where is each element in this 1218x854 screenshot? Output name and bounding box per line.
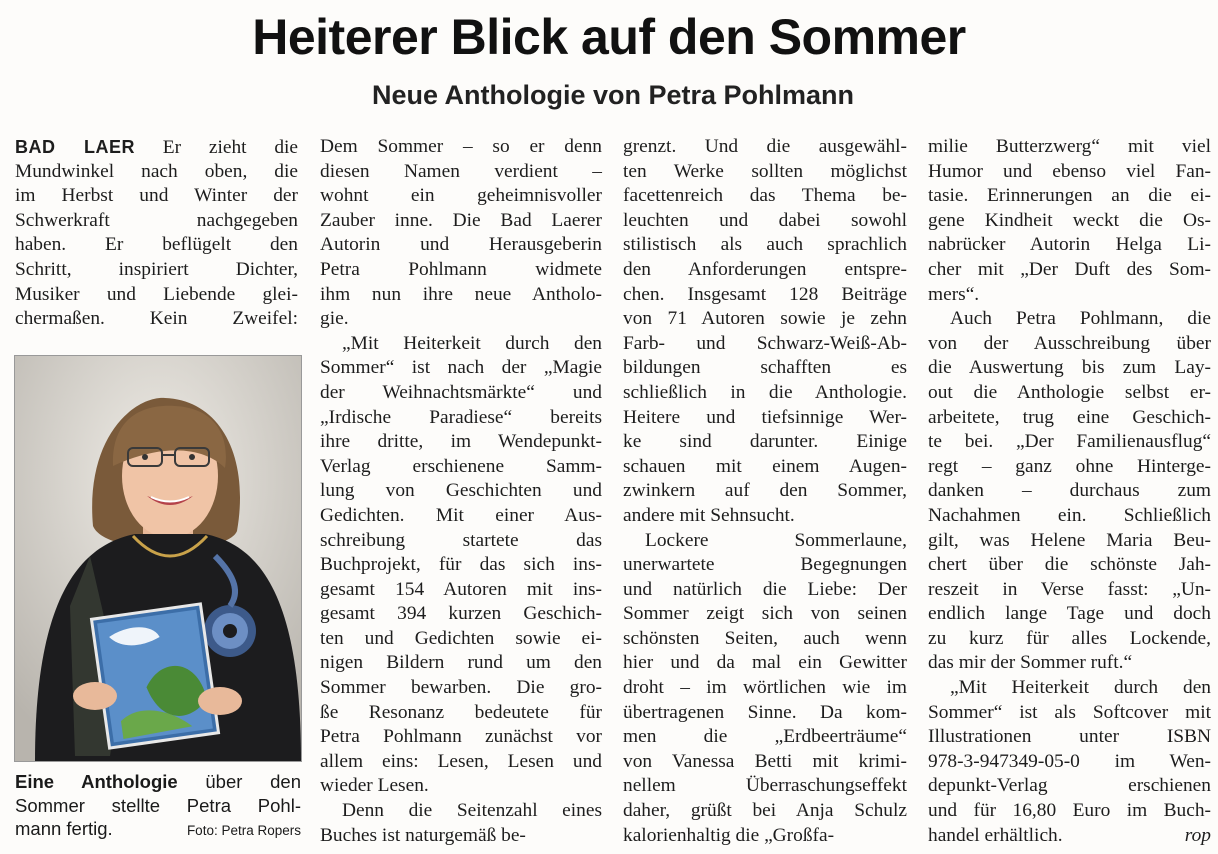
photo-caption — [15, 770, 301, 843]
column-line: Verlag erschienene Samm- — [320, 455, 602, 477]
column-line: gie. — [320, 308, 349, 330]
column-line: stilistisch als auch sprachlich — [623, 234, 907, 256]
column-line: lung von Geschichten und — [320, 480, 602, 502]
column-line: te bei. „Der Familienausflug“ — [928, 431, 1211, 453]
column-line: ten und Gedichten sowie ei- — [320, 627, 602, 649]
column-line: andere mit Sehnsucht. — [623, 504, 795, 526]
book-illustration — [91, 604, 218, 748]
column-line: 978-3-947349-05-0 im Wen- — [928, 750, 1211, 772]
column-line: schauen mit einem Augen- — [623, 455, 907, 477]
column-line: kalorienhaltig die „Großfa- — [623, 824, 835, 846]
column-line: ße Resonanz bedeutete für — [320, 701, 602, 723]
column-line: Musiker und Liebende glei- — [15, 283, 298, 305]
caption-line: mann fertig. Foto: Petra Ropers — [15, 817, 301, 841]
column-line: Buchprojekt, für das sich ins- — [320, 554, 602, 576]
column-line: Schritt, inspiriert Dichter, — [15, 258, 298, 280]
column-line: Schwerkraft nachgegeben — [15, 209, 298, 231]
column-line: chen. Insgesamt 128 Beiträge — [623, 283, 907, 305]
text-column-3 — [623, 135, 907, 848]
column-line: übertragenen Sinne. Da kom- — [623, 701, 907, 723]
column-line: reszeit in Verse fasst: „Un- — [928, 578, 1211, 600]
column-line: wieder Lesen. — [320, 775, 429, 797]
column-line: die Auswertung bis zum Lay- — [928, 357, 1211, 379]
column-line: out die Anthologie selbst er- — [928, 381, 1211, 403]
column-line: gesamt 394 kurzen Geschich- — [320, 603, 602, 625]
column-line: nabrücker Autorin Helga Li- — [928, 234, 1211, 256]
column-line: allem eins: Lesen, Lesen und — [320, 750, 602, 772]
author-photo-illustration — [15, 356, 301, 761]
column-line: und natürlich die Liebe: Der — [623, 578, 907, 600]
column-line: „Mit Heiterkeit durch den — [950, 677, 1211, 699]
column-line: der Weihnachtsmärkte“ und — [320, 381, 602, 403]
column-line: unerwartete Begegnungen — [623, 554, 907, 576]
column-line: facettenreich das Thema be- — [623, 185, 907, 207]
column-line: Sommer zeigt sich von seinen — [623, 603, 907, 625]
column-line: endlich lange Tage und doch — [928, 603, 1211, 625]
column-line: regt – ganz ohne Hinterge- — [928, 455, 1211, 477]
column-line: arbeitete, trug eine Geschich- — [928, 406, 1211, 428]
column-line: chert über die schönste Jah- — [928, 554, 1211, 576]
column-line: depunkt-Verlag erschienen — [928, 775, 1211, 797]
article-headline: Heiterer Blick auf den Sommer — [252, 9, 966, 65]
column-line: zu kurz für alles Lockende, — [928, 627, 1211, 649]
caption-line: Sommer stellte Petra Pohl- — [15, 794, 301, 816]
column-line: men die „Erdbeerträume“ — [623, 726, 907, 748]
author-signoff: rop — [1184, 824, 1211, 846]
column-line: im Herbst und Winter der — [15, 185, 298, 207]
column-line: wohnt ein geheimnisvoller — [320, 185, 602, 207]
flower-icon — [204, 605, 256, 657]
text-column-1 — [15, 135, 298, 332]
caption-line: Eine Anthologie über den — [15, 771, 301, 792]
column-line: schreibung startete das — [320, 529, 602, 551]
column-line: gilt, was Helene Maria Beu- — [928, 529, 1211, 551]
column-line-text: handel erhältlich. — [928, 824, 1063, 846]
column-line: Zauber inne. Die Bad Laerer — [320, 209, 602, 231]
column-line: Autorin und Herausgeberin — [320, 234, 602, 256]
column-line: droht – im wörtlichen wie im — [623, 677, 907, 699]
column-line: und für 16,80 Euro im Buch- — [928, 800, 1211, 822]
column-line: ihre dritte, im Wendepunkt- — [320, 431, 602, 453]
column-line: Mundwinkel nach oben, die — [15, 160, 298, 182]
column-line: mers“. — [928, 283, 980, 305]
article-subheadline: Neue Anthologie von Petra Pohlmann — [371, 80, 855, 110]
column-line: nellem Überraschungseffekt — [623, 775, 907, 797]
column-line: Buches ist naturgemäß be- — [320, 824, 526, 846]
column-line: Petra Pohlmann zunächst vor — [320, 726, 602, 748]
text-column-4 — [928, 135, 1211, 848]
column-line: ten Werke sollten möglichst — [623, 160, 907, 182]
column-line: Denn die Seitenzahl eines — [342, 800, 602, 822]
column-line: „Mit Heiterkeit durch den — [342, 332, 602, 354]
column-line: nigen Bildern rund um den — [320, 652, 602, 674]
column-line: Humor und ebenso viel Fan- — [928, 160, 1211, 182]
column-line: leuchten und dabei sowohl — [623, 209, 907, 231]
column-line: cher mit „Der Duft des Som- — [928, 258, 1211, 280]
column-line — [928, 824, 1211, 849]
column-line: haben. Er beflügelt den — [15, 234, 298, 256]
column-line: gesamt 154 Autoren mit ins- — [320, 578, 602, 600]
column-line: grenzt. Und die ausgewähl- — [623, 136, 907, 157]
column-line: Gedichten. Mit einer Aus- — [320, 504, 602, 526]
column-line: Farb- und Schwarz-Weiß-Ab- — [623, 332, 907, 354]
column-line: den Anforderungen entspre- — [623, 258, 907, 280]
column-line: diesen Namen verdient – — [320, 160, 602, 182]
column-line: danken – durchaus zum — [928, 480, 1211, 502]
column-line: ke sind darunter. Einige — [623, 431, 907, 453]
column-line: tasie. Erinnerungen an die ei- — [928, 185, 1211, 207]
column-line: bildungen schafften es — [623, 357, 907, 379]
column-line: milie Butterzwerg“ mit viel — [928, 136, 1211, 157]
column-line: Heitere und tiefsinnige Wer- — [623, 406, 907, 428]
column-line: Dem Sommer – so er denn — [320, 136, 602, 157]
column-line: von 71 Autoren sowie je zehn — [623, 308, 907, 330]
column-line: daher, grüßt bei Anja Schulz — [623, 800, 907, 822]
column-line: chermaßen. Kein Zweifel: — [15, 308, 298, 330]
column-line: Sommer“ ist nach der „Magie — [320, 357, 602, 379]
column-line: Sommer bewarben. Die gro- — [320, 677, 602, 699]
column-line: hier und da mal ein Gewitter — [623, 652, 907, 674]
column-line: Sommer“ ist als Softcover mit — [928, 701, 1211, 723]
column-line: Lockere Sommerlaune, — [645, 529, 907, 551]
column-line: zwinkern auf den Sommer, — [623, 480, 907, 502]
column-line: von der Ausschreibung über — [928, 332, 1211, 354]
column-line: Illustrationen unter ISBN — [928, 726, 1211, 748]
column-line: ihm nun ihre neue Antholo- — [320, 283, 602, 305]
column-line: das mir der Sommer ruft.“ — [928, 652, 1133, 674]
column-line: gene Kindheit weckt die Os- — [928, 209, 1211, 231]
column-line: „Irdische Paradiese“ bereits — [320, 406, 602, 428]
column-line: Auch Petra Pohlmann, die — [950, 308, 1211, 330]
author-photo — [14, 355, 302, 762]
column-line: von Vanessa Betti mit krimi- — [623, 750, 907, 772]
column-line: Petra Pohlmann widmete — [320, 258, 602, 280]
dateline: BAD LAER — [15, 137, 135, 157]
column-line: schließlich in die Anthologie. — [623, 381, 907, 403]
column-line: schönsten Seiten, auch wenn — [623, 627, 907, 649]
column-line: BAD LAER Er zieht die — [15, 137, 299, 158]
text-column-2 — [320, 135, 602, 848]
column-line: Nachahmen ein. Schließlich — [928, 504, 1211, 526]
caption-lead: Eine Anthologie — [15, 771, 178, 792]
photo-credit: Foto: Petra Ropers — [186, 823, 301, 838]
